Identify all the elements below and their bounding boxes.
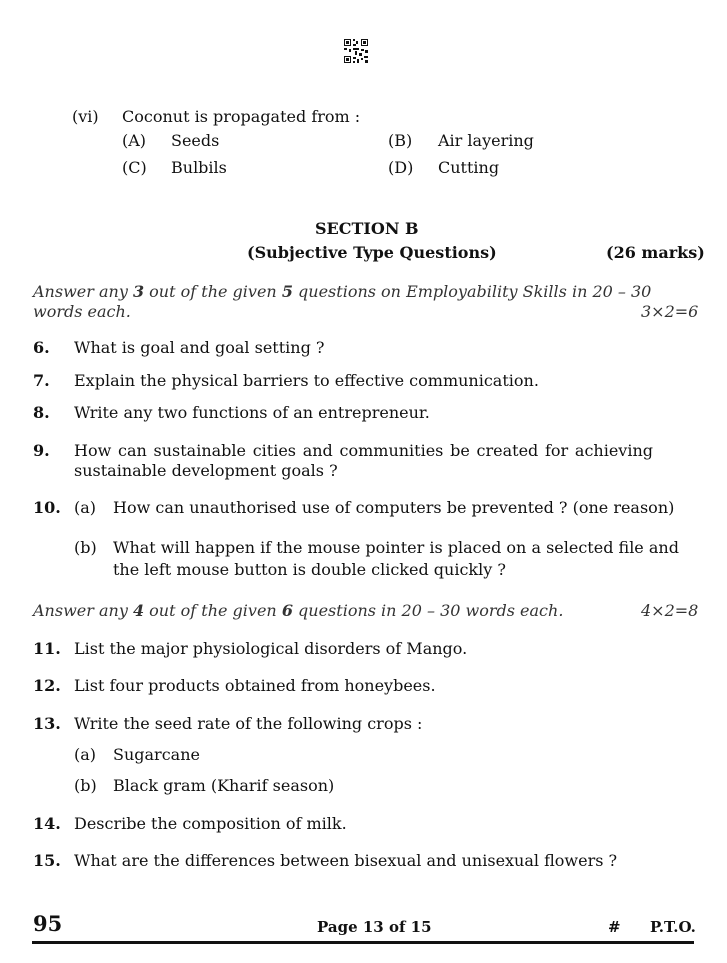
option-text: Air layering bbox=[438, 131, 534, 150]
qr-code-icon bbox=[343, 38, 369, 64]
question-text: What is goal and goal setting ? bbox=[74, 338, 325, 357]
part-text: the left mouse button is double clicked quickly ? bbox=[113, 560, 506, 579]
question-number: 7. bbox=[33, 371, 50, 390]
question-text: List the major physiological disorders of Mango. bbox=[74, 639, 468, 658]
option-text: Cutting bbox=[438, 158, 500, 177]
question-text: How can sustainable cities and communities be created for achieving bbox=[74, 441, 653, 460]
instruction-line: Answer any 3 out of the given 5 questions on Employability Skills in 20 – 30 bbox=[33, 282, 652, 301]
part-label: (b) bbox=[74, 538, 97, 557]
question-text: Describe the composition of milk. bbox=[74, 814, 347, 833]
mcq-question: Coconut is propagated from : bbox=[122, 107, 361, 126]
question-number: 13. bbox=[33, 714, 61, 733]
option-label: (B) bbox=[388, 131, 413, 150]
part-text: Black gram (Kharif season) bbox=[113, 776, 335, 795]
section-marks: (26 marks) bbox=[606, 243, 705, 262]
question-number: 10. bbox=[33, 498, 61, 517]
mcq-number: (vi) bbox=[72, 107, 99, 126]
hash-mark: # bbox=[608, 918, 621, 936]
footer-rule bbox=[32, 941, 694, 944]
section-subtitle: (Subjective Type Questions) bbox=[247, 243, 497, 262]
question-number: 8. bbox=[33, 403, 50, 422]
question-number: 6. bbox=[33, 338, 50, 357]
part-label: (a) bbox=[74, 745, 97, 764]
question-text: sustainable development goals ? bbox=[74, 461, 338, 480]
part-text: How can unauthorised use of computers be prevented ? (one reason) bbox=[113, 498, 675, 517]
part-label: (b) bbox=[74, 776, 97, 795]
question-text: What are the differences between bisexual and unisexual flowers ? bbox=[74, 851, 618, 870]
question-text: Write the seed rate of the following crops : bbox=[74, 714, 423, 733]
option-text: Seeds bbox=[171, 131, 220, 150]
section-title: SECTION B bbox=[315, 219, 419, 238]
question-number: 9. bbox=[33, 441, 50, 460]
question-text: List four products obtained from honeybees. bbox=[74, 676, 436, 695]
question-number: 15. bbox=[33, 851, 61, 870]
question-number: 11. bbox=[33, 639, 61, 658]
option-text: Bulbils bbox=[171, 158, 227, 177]
page-number: Page 13 of 15 bbox=[317, 918, 432, 936]
instruction-line: Answer any 4 out of the given 6 questions in 20 – 30 words each. bbox=[33, 601, 564, 620]
paper-code: 95 bbox=[33, 911, 63, 936]
question-text: Write any two functions of an entrepreneur. bbox=[74, 403, 430, 422]
part-label: (a) bbox=[74, 498, 97, 517]
instruction-line: words each. bbox=[33, 302, 131, 321]
option-label: (A) bbox=[122, 131, 147, 150]
option-label: (C) bbox=[122, 158, 147, 177]
instruction-score: 4×2=8 bbox=[641, 601, 699, 620]
part-text: What will happen if the mouse pointer is placed on a selected file and bbox=[113, 538, 679, 557]
option-label: (D) bbox=[388, 158, 414, 177]
pto-label: P.T.O. bbox=[650, 918, 696, 936]
part-text: Sugarcane bbox=[113, 745, 200, 764]
question-number: 12. bbox=[33, 676, 61, 695]
question-text: Explain the physical barriers to effective communication. bbox=[74, 371, 539, 390]
question-number: 14. bbox=[33, 814, 61, 833]
instruction-score: 3×2=6 bbox=[641, 302, 699, 321]
